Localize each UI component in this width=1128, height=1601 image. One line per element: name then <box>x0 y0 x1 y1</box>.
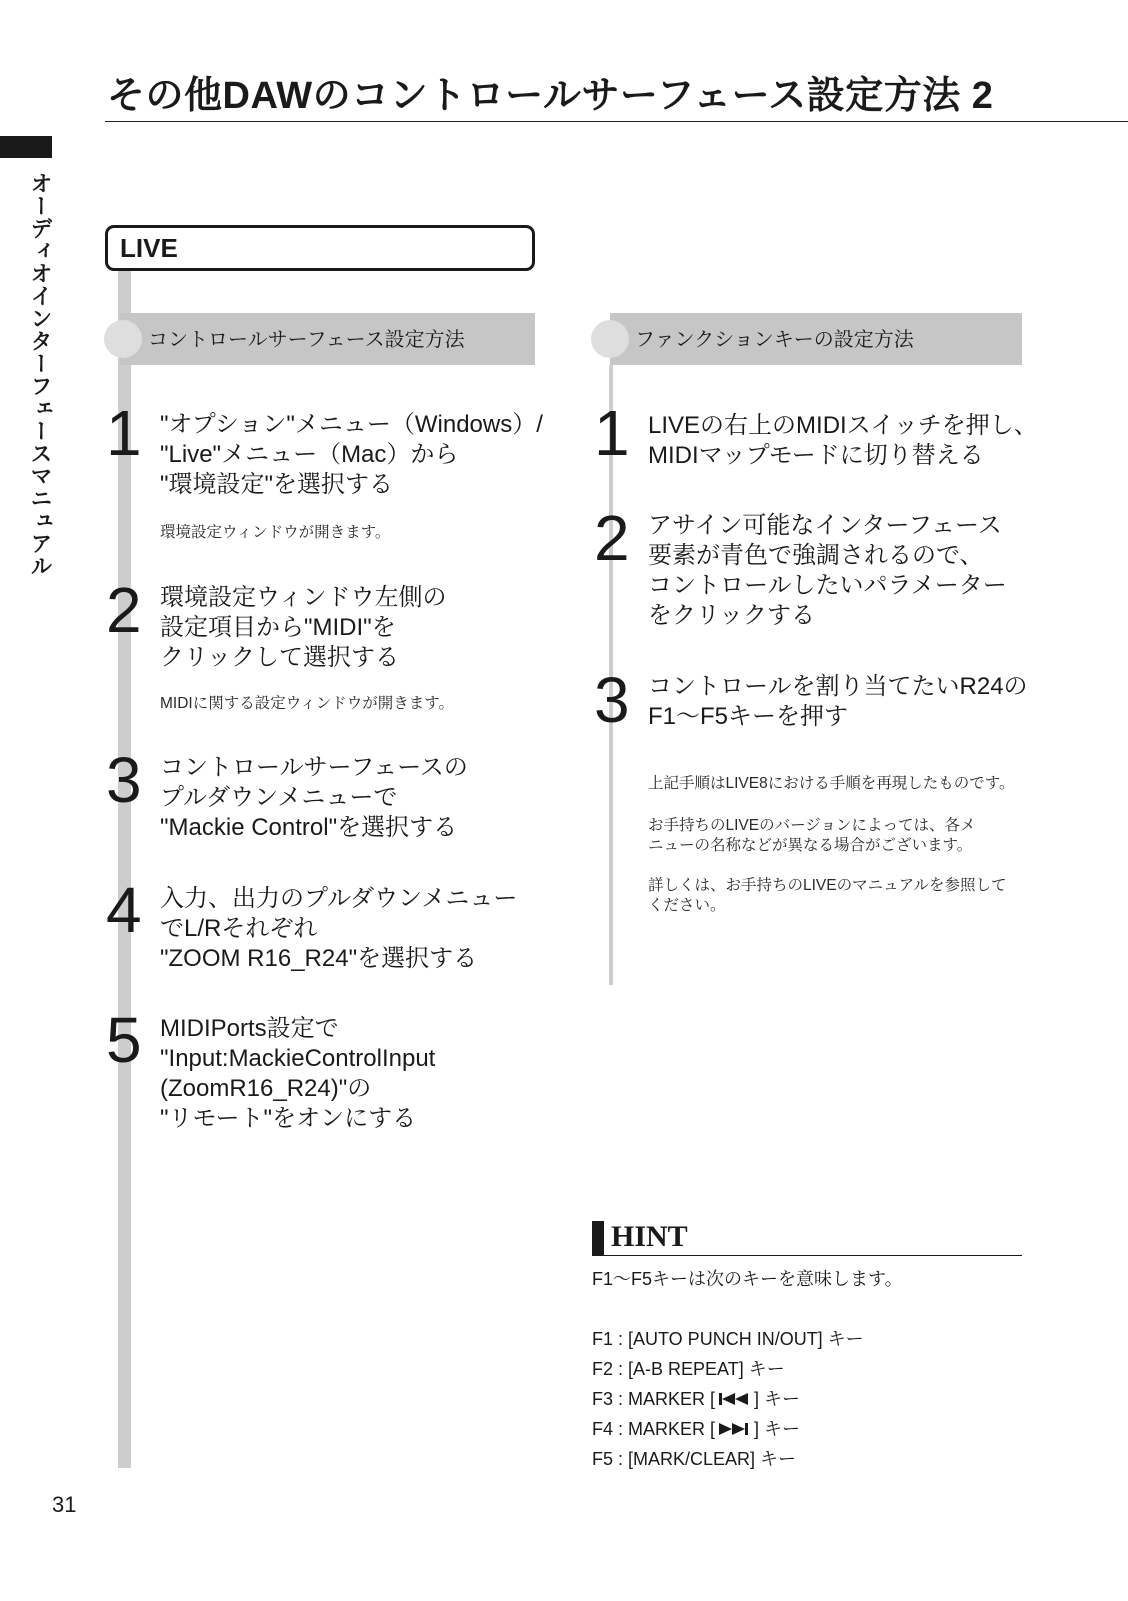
right-note <box>648 876 1007 916</box>
right-heading: ファンクションキーの設定方法 <box>635 329 914 351</box>
right-note <box>648 774 1015 794</box>
left-step-number: 1 <box>106 397 142 469</box>
step-line: LIVEの右上のMIDIスイッチを押し、 <box>648 412 1038 439</box>
step-line: "ZOOM R16_R24"を選択する <box>160 945 478 972</box>
step-line: MIDIマップモードに切り替える <box>648 442 984 469</box>
hint-item-prefix: F3 : MARKER [ <box>592 1389 716 1409</box>
title-underline <box>105 121 1128 122</box>
step-line: コントロールサーフェースの <box>160 754 468 781</box>
hint-item <box>592 1414 864 1444</box>
step-line: プルダウンメニューで <box>160 784 398 811</box>
left-step-text <box>160 884 517 974</box>
right-step-text <box>648 672 1028 732</box>
left-step-number: 5 <box>106 1004 142 1076</box>
right-step-number: 3 <box>594 664 630 736</box>
skip-back-icon <box>719 1392 749 1406</box>
step-line: F1〜F5キーを押す <box>648 703 849 730</box>
right-step-text <box>648 411 1038 471</box>
hint-title: HINT <box>611 1220 688 1253</box>
left-step-text <box>160 410 543 500</box>
note-line: 上記手順はLIVE8における手順を再現したものです。 <box>648 775 1015 792</box>
step-line: "オプション"メニュー（Windows）/ <box>160 411 543 438</box>
left-step-note: MIDIに関する設定ウィンドウが開きます。 <box>160 695 455 712</box>
right-step-number: 2 <box>594 502 630 574</box>
hint-item-suffix: ] キー <box>754 1389 801 1409</box>
step-line: 環境設定ウィンドウ左側の <box>160 584 447 611</box>
step-line: "Live"メニュー（Mac）から <box>160 441 459 468</box>
hint-item <box>592 1384 864 1414</box>
section-title: LIVE <box>120 233 178 263</box>
left-step-text <box>160 1014 435 1134</box>
note-line: ニューの名称などが異なる場合がございます。 <box>648 837 973 854</box>
left-step-number: 3 <box>106 744 142 816</box>
page-number: 31 <box>52 1492 77 1517</box>
step-line: コントロールしたいパラメーター <box>648 572 1007 599</box>
left-heading: コントロールサーフェース設定方法 <box>148 329 465 351</box>
note-line: ください。 <box>648 897 726 914</box>
side-tab-marker <box>0 136 52 158</box>
left-step-note: 環境設定ウィンドウが開きます。 <box>160 524 391 541</box>
left-step-number: 4 <box>106 874 142 946</box>
skip-forward-icon <box>719 1422 749 1436</box>
hint-item-prefix: F4 : MARKER [ <box>592 1419 716 1439</box>
step-line: "Mackie Control"を選択する <box>160 814 458 841</box>
page-title: その他DAWのコントロールサーフェース設定方法 2 <box>107 75 994 117</box>
step-line: コントロールを割り当てたいR24の <box>648 673 1028 700</box>
note-line: お手持ちのLIVEのバージョンによっては、各メ <box>648 817 976 834</box>
right-step-number: 1 <box>594 397 630 469</box>
right-heading-circle <box>591 320 629 358</box>
hint-item-suffix: ] キー <box>754 1419 801 1439</box>
step-line: クリックして選択する <box>160 644 400 671</box>
left-step-text <box>160 583 447 673</box>
hint-item: F1 : [AUTO PUNCH IN/OUT] キー <box>592 1329 864 1349</box>
left-step-text <box>160 753 468 843</box>
hint-marker-bar <box>592 1221 604 1255</box>
hint-item: F5 : [MARK/CLEAR] キー <box>592 1449 797 1469</box>
step-line: をクリックする <box>648 602 816 629</box>
step-line: (ZoomR16_R24)"の <box>160 1075 372 1102</box>
side-chapter-label: オーディオインターフェースマニュアル <box>28 172 53 577</box>
hint-underline <box>592 1255 1022 1256</box>
step-line: でL/Rそれぞれ <box>160 915 318 942</box>
left-heading-circle <box>104 320 142 358</box>
section-title-box <box>105 225 535 271</box>
step-line: 入力、出力のプルダウンメニュー <box>160 885 518 912</box>
right-note <box>648 816 976 856</box>
hint-item: F2 : [A-B REPEAT] キー <box>592 1359 785 1379</box>
step-line: 設定項目から"MIDI"を <box>160 614 396 641</box>
step-line: "Input:MackieControlInput <box>160 1045 436 1072</box>
note-line: 詳しくは、お手持ちのLIVEのマニュアルを参照して <box>648 877 1007 894</box>
step-line: "リモート"をオンにする <box>160 1105 417 1132</box>
step-line: "環境設定"を選択する <box>160 471 394 498</box>
left-step-number: 2 <box>106 574 142 646</box>
step-line: 要素が青色で強調されるので、 <box>648 542 984 569</box>
step-line: MIDIPorts設定で <box>160 1015 339 1042</box>
right-step-text <box>648 511 1007 631</box>
step-line: アサイン可能なインターフェース <box>648 512 1002 539</box>
hint-key-list <box>592 1324 864 1474</box>
hint-intro: F1〜F5キーは次のキーを意味します。 <box>592 1269 903 1289</box>
